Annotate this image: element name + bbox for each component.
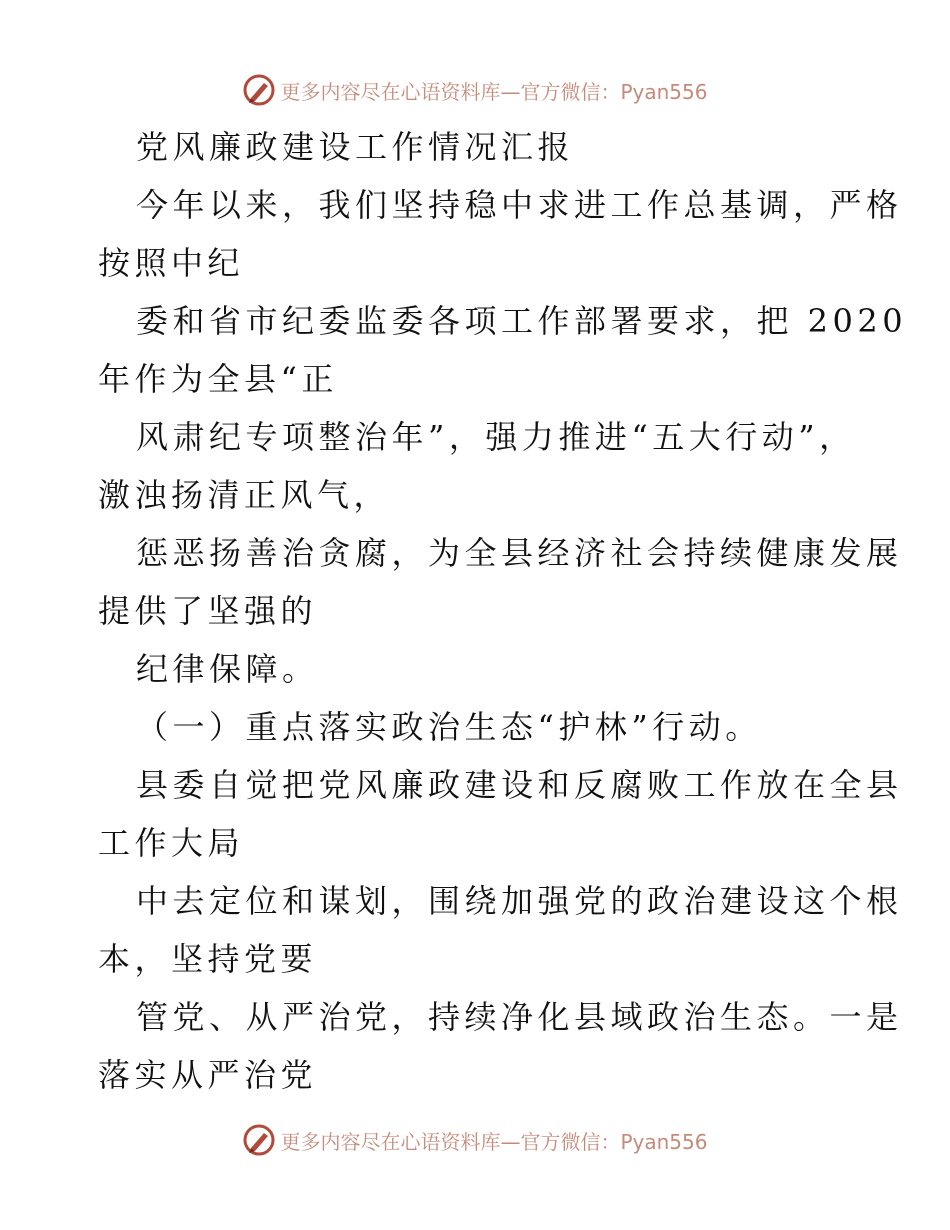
pen-logo-icon xyxy=(242,1123,276,1157)
text-line: 惩恶扬善治贪腐，为全县经济社会持续健康发展 xyxy=(136,534,903,572)
text-line: 年作为全县“正 xyxy=(98,360,338,398)
text-line: 按照中纪 xyxy=(98,244,245,282)
watermark-text: 更多内容尽在心语资料库—官方微信：Pyan556 xyxy=(280,1129,708,1154)
text-line: 落实从严治党 xyxy=(98,1056,318,1094)
watermark-text: 更多内容尽在心语资料库—官方微信：Pyan556 xyxy=(280,79,708,104)
text-line: 委和省市纪委监委各项工作部署要求，把 2020 xyxy=(136,302,908,340)
header-watermark xyxy=(0,70,950,110)
text-line: 激浊扬清正风气， xyxy=(98,476,391,514)
document-body xyxy=(98,118,908,1104)
text-line: 本，坚持党要 xyxy=(98,940,318,978)
text-line: 纪律保障。 xyxy=(136,650,319,688)
text-line: 提供了坚强的 xyxy=(98,592,318,630)
text-line: 管党、从严治党，持续净化县域政治生态。一是 xyxy=(136,998,903,1036)
text-line: 县委自觉把党风廉政建设和反腐败工作放在全县 xyxy=(136,766,903,804)
text-line: （一）重点落实政治生态“护林”行动。 xyxy=(136,708,762,746)
text-line: 中去定位和谋划，围绕加强党的政治建设这个根 xyxy=(136,882,903,920)
text-line: 风肃纪专项整治年”，强力推进“五大行动”， xyxy=(136,418,856,456)
text-line: 今年以来，我们坚持稳中求进工作总基调，严格 xyxy=(136,186,903,224)
footer-watermark xyxy=(0,1120,950,1160)
text-line: 工作大局 xyxy=(98,824,245,862)
pen-logo-icon xyxy=(242,73,276,107)
document-title: 党风廉政建设工作情况汇报 xyxy=(136,128,575,166)
